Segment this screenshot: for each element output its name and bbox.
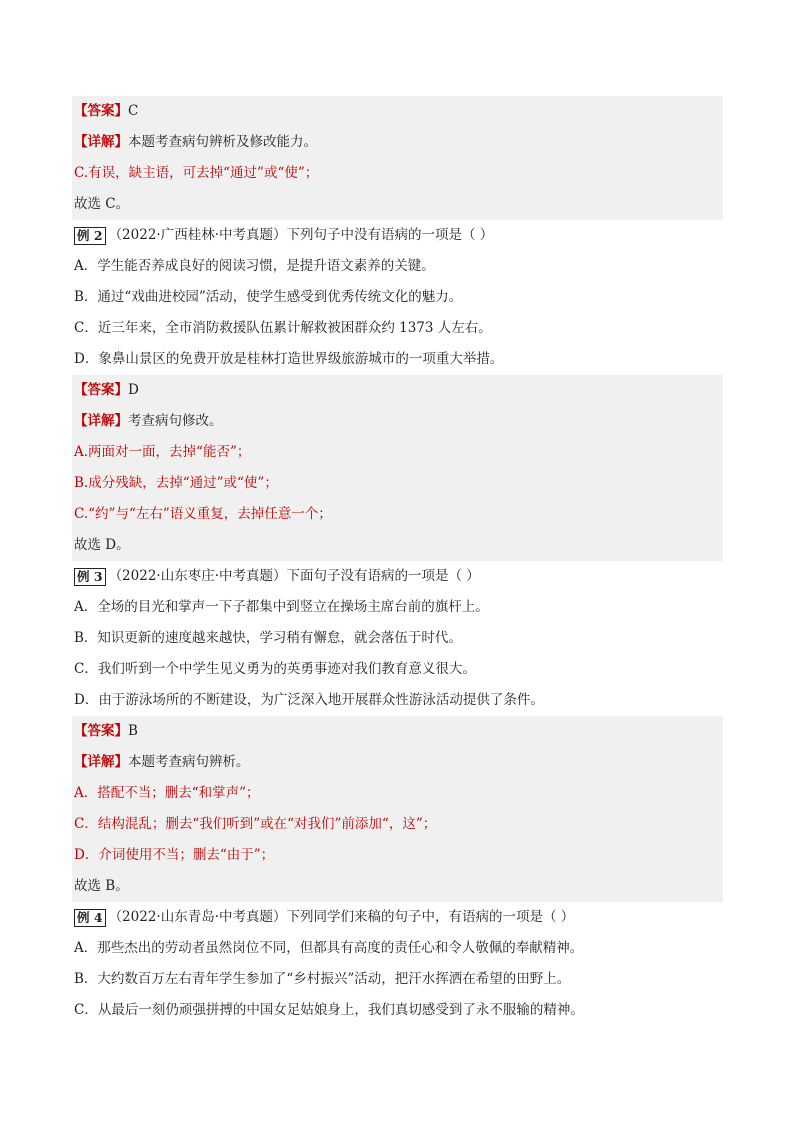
answer-tag: 【答案】 [74,723,128,739]
answer-value: C [128,103,139,119]
explanation-line: A．搭配不当；删去“和掌声”； [74,785,260,801]
conclusion-line: 故选 B。 [74,878,129,894]
answer-line [72,96,723,127]
question-source: （2022·山东青岛·中考真题） [108,909,287,925]
conclusion-line: 故选 D。 [74,537,130,553]
answer-value: D [128,382,139,398]
question-source: （2022·山东枣庄·中考真题） [108,568,287,584]
answer-value: B [128,723,138,739]
detail-text: 考查病句修改。 [128,413,223,429]
explanation-line: C．结构混乱；删去“我们听到”或在“对我们”前添加“，这”； [74,816,437,832]
answer-block-2 [72,375,723,561]
detail-tag: 【详解】 [74,134,128,150]
example-3 [72,561,723,716]
example-4 [72,902,723,1026]
example-2 [72,220,723,375]
detail-tag: 【详解】 [74,754,128,770]
detail-text: 本题考查病句辨析及修改能力。 [128,134,317,150]
question-header [72,220,723,251]
option-d: D．由于游泳场所的不断建设，为广泛深入地开展群众性游泳活动提供了条件。 [74,692,544,708]
explanation-line: C.“约”与“左右”语义重复，去掉任意一个； [74,506,332,522]
question-source: （2022·广西桂林·中考真题） [108,227,287,243]
detail-tag: 【详解】 [74,413,128,429]
example-label: 例 3 [74,568,106,586]
option-a: A．那些杰出的劳动者虽然岗位不同，但都具有高度的责任心和令人敬佩的奉献精神。 [74,940,584,956]
question-header [72,561,723,592]
question-prompt: 下列同学们来稿的句子中，有语病的一项是（ ） [286,909,575,925]
question-prompt: 下列句子中没有语病的一项是（ ） [286,227,494,243]
question-prompt: 下面句子没有语病的一项是（ ） [286,568,480,584]
document-body [72,96,723,1026]
detail-line [72,406,723,437]
option-a: A．学生能否养成良好的阅读习惯，是提升语文素养的关键。 [74,258,435,274]
answer-line [72,716,723,747]
explanation-line: A.两面对一面，去掉“能否”； [74,444,251,460]
option-b: B．通过“戏曲进校园”活动，使学生感受到优秀传统文化的魅力。 [74,289,463,305]
conclusion-line: 故选 C。 [74,196,130,212]
answer-block-1 [72,96,723,220]
option-d: D．象鼻山景区的免费开放是桂林打造世界级旅游城市的一项重大举措。 [74,351,504,367]
question-header [72,902,723,933]
explanation-line: C.有误，缺主语，可去掉“通过”或“使”； [74,165,319,181]
answer-tag: 【答案】 [74,382,128,398]
answer-line [72,375,723,406]
answer-tag: 【答案】 [74,103,128,119]
option-c: C．从最后一刻仍顽强拼搏的中国女足姑娘身上，我们真切感受到了永不服输的精神。 [74,1002,584,1018]
option-c: C．我们听到一个中学生见义勇为的英勇事迹对我们教育意义很大。 [74,661,476,677]
detail-line [72,747,723,778]
explanation-line: B.成分残缺，去掉“通过”或“使”； [74,475,278,491]
example-label: 例 4 [74,909,106,927]
option-b: B．知识更新的速度越来越快，学习稍有懈怠，就会落伍于时代。 [74,630,462,646]
option-b: B．大约数百万左右青年学生参加了“乡村振兴”活动，把汗水挥洒在希望的田野上。 [74,971,571,987]
detail-line [72,127,723,158]
detail-text: 本题考查病句辨析。 [128,754,250,770]
example-label: 例 2 [74,227,106,245]
option-a: A．全场的目光和掌声一下子都集中到竖立在操场主席台前的旗杆上。 [74,599,489,615]
explanation-line: D．介词使用不当；删去“由于”； [74,847,275,863]
option-c: C．近三年来，全市消防救援队伍累计解救被困群众约 1373 人左右。 [74,320,492,336]
answer-block-3 [72,716,723,902]
